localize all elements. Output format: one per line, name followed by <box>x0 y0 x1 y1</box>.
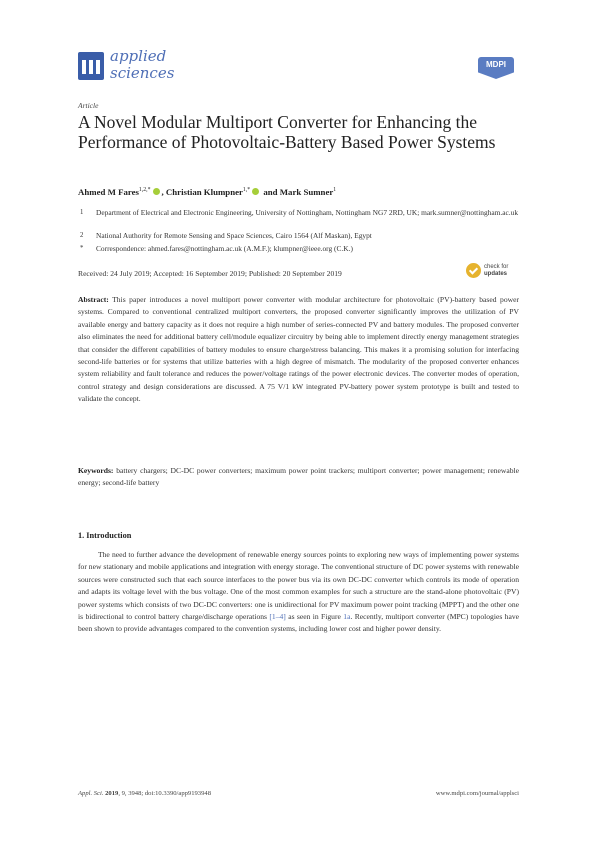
figure-link[interactable]: 1a <box>343 612 351 622</box>
paper-title: A Novel Modular Multiport Converter for Enhancing the Performance of Photovoltaic-Battery Based Power Systems <box>78 112 496 152</box>
author-name[interactable]: Mark Sumner <box>279 187 334 197</box>
citation-rest: , 9, 3948; doi:10.3390/app9193948 <box>118 790 211 797</box>
intro-text: . Recently, multiport converter (MPC) topologies have been shown to provide advantages compared to the convention systems, including lower cost and higher power density. <box>78 612 519 634</box>
author-separator: , <box>161 187 166 197</box>
check-for-updates-badge[interactable] <box>466 262 518 282</box>
affiliation-mark: * <box>80 245 84 252</box>
affiliation-mark: 1 <box>80 209 84 216</box>
affiliation-text: National Authority for Remote Sensing and Space Sciences, Cairo 1564 (Alf Maskan), Egypt <box>96 231 372 240</box>
author-separator: and <box>261 187 280 197</box>
check-updates-line1: check for <box>484 264 509 270</box>
author-name[interactable]: Ahmed M Fares <box>78 187 139 197</box>
check-updates-line2: updates <box>484 271 508 277</box>
journal-name-line2: sciences <box>110 64 175 82</box>
keywords-text: battery chargers; DC-DC power converters; maximum power point trackers; multiport converter; power management; renewable energy; second-life battery <box>78 466 519 488</box>
citation-link[interactable]: [1–4] <box>269 612 286 622</box>
abstract-label: Abstract: <box>78 295 109 304</box>
author-name[interactable]: Christian Klumpner <box>165 187 243 197</box>
publisher-logo-text: MDPI <box>486 60 506 69</box>
intro-paragraph <box>78 549 519 636</box>
journal-url[interactable]: www.mdpi.com/journal/applsci <box>435 790 519 797</box>
publisher-logo <box>478 57 514 79</box>
section-heading: 1. Introduction <box>78 531 132 540</box>
check-updates-icon <box>466 263 481 278</box>
article-type: Article <box>78 101 99 110</box>
abstract <box>78 294 519 406</box>
abstract-text: This paper introduces a novel multiport power converter with modular architecture for photovoltaic (PV)-battery based power systems. Compared to conventional centralized multiport converters, the proposed converter significantly improves the utilization of PV available energy and battery capacity as it does not require a high number of series-connected PV and battery modules. The proposed converter also eliminates the need for additional battery cell/module equalizer circuitry by being able to implement directly energy management strategies that consider the different capabilities of battery modules to ensure charge/stress balancing. This makes it a promising solution for interfacing second-life batteries or for systems that utilize batteries with a high degree of mismatch. The modularity of the proposed converter enhances system reliability and fault tolerance and reduces the power/voltage ratings of the power electronic devices. The converter modes of operation, control strategy and design considerations are discussed. A 75 V/1 kW integrated PV-battery power system prototype is built and tested to validate the concept. <box>78 295 519 404</box>
check-updates-label <box>484 264 508 278</box>
author-affiliation-mark: 1,2,* <box>138 187 151 194</box>
correspondence-text: Correspondence: ahmed.fares@nottingham.ac.uk (A.M.F.); klumpner@ieee.org (C.K.) <box>96 244 353 253</box>
journal-logo <box>78 48 174 88</box>
citation-year: 2019 <box>105 790 119 797</box>
journal-name <box>110 48 174 82</box>
citation-journal: Appl. Sci. <box>78 790 104 797</box>
orcid-icon[interactable] <box>252 188 259 195</box>
keywords-label: Keywords: <box>78 466 114 475</box>
publication-dates: Received: 24 July 2019; Accepted: 16 September 2019; Published: 20 September 2019 <box>78 269 342 278</box>
keywords <box>78 465 519 490</box>
affiliation-text: Department of Electrical and Electronic Engineering, University of Nottingham, Nottingham NG7 2RD, UK; mark.sumner@nottingham.ac.uk <box>96 208 519 217</box>
affiliations <box>0 208 595 268</box>
journal-logo-icon <box>78 52 104 80</box>
affiliation-mark: 2 <box>80 232 84 239</box>
intro-text: as seen in Figure <box>285 612 344 622</box>
citation-footer <box>78 790 211 797</box>
intro-text: The need to further advance the development of renewable energy sources points to exploring new ways of implementing power systems for new stationary and mobile applications and integration with energy storage. The conventional structure of DC power systems with renewable sources were constructed such that each source interfaces to the power bus via its own DC-DC converter which controls its mode of operation and adapts its voltage level with the bus voltage. One of the most common examples for such a structure are the stand-alone photovoltaic (PV) power systems which consists of two DC-DC converters: one is unidirectional for PV maximum power point tracking (MPPT) and the other one is bidirectional to control battery charge/discharge operations <box>78 550 519 622</box>
orcid-icon[interactable] <box>153 188 160 195</box>
author-affiliation-mark: 1,* <box>242 187 251 194</box>
author-affiliation-mark: 1 <box>333 187 337 194</box>
journal-name-line1: applied <box>110 47 167 65</box>
author-list <box>78 187 336 197</box>
